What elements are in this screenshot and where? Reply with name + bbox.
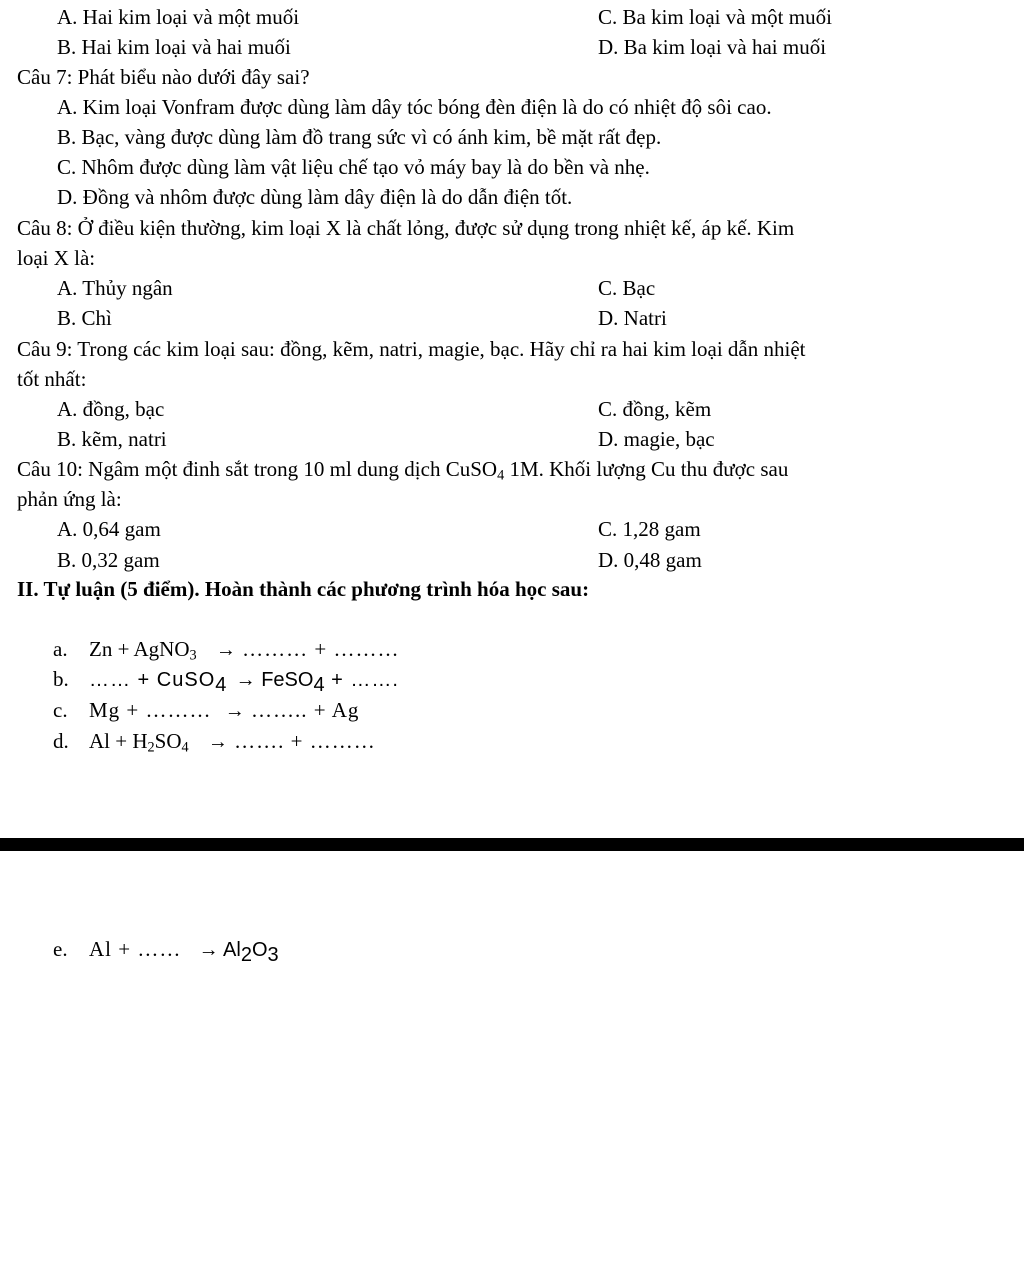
equation-a-sub: 3	[189, 647, 197, 664]
equation-c-reactants: Mg + ………	[89, 698, 212, 722]
equation-d-sub1: 2	[147, 739, 155, 756]
equation-a-products: ……… + ………	[235, 637, 400, 661]
equation-d	[53, 726, 376, 757]
equation-d-sub2: 4	[181, 739, 189, 756]
q9-option-b: B. kẽm, natri	[57, 427, 167, 451]
q10-stem-text: Câu 10: Ngâm một đinh sắt trong 10 ml dung dịch CuSO	[17, 457, 498, 481]
q8-option-a: A. Thủy ngân	[57, 276, 173, 300]
equation-b-sub2: 4	[313, 674, 325, 696]
equation-d-reactant1: Al + H	[89, 729, 148, 753]
q9-option-c: C. đồng, kẽm	[598, 397, 712, 421]
page-divider	[0, 838, 1024, 851]
equation-d-reactant2: SO	[154, 729, 182, 753]
q8-option-c: C. Bạc	[598, 276, 656, 300]
q10-stem-line2: phản ứng là:	[17, 487, 122, 511]
equation-e-reactants: Al + ……	[89, 937, 182, 961]
q9-stem-line2: tốt nhất:	[17, 367, 87, 391]
q9-option-d: D. magie, bạc	[598, 427, 715, 451]
q8-stem-line2: loại X là:	[17, 246, 96, 270]
equation-b	[53, 664, 399, 695]
q10-stem-text-end: 1M. Khối lượng Cu thu được sau	[504, 457, 789, 481]
q9-option-a: A. đồng, bạc	[57, 397, 165, 421]
q10-stem-subscript: 4	[497, 467, 505, 484]
q10-option-b: B. 0,32 gam	[57, 548, 160, 572]
arrow-icon: →	[224, 700, 245, 722]
equation-d-products: ……. + ………	[227, 729, 376, 753]
arrow-icon: →	[235, 669, 256, 691]
equation-a-reactants: Zn + AgNO	[89, 637, 190, 661]
q10-option-a: A. 0,64 gam	[57, 517, 161, 541]
equation-b-product1: FeSO	[255, 669, 314, 691]
q8-option-d: D. Natri	[598, 306, 667, 330]
equation-b-sub1: 4	[215, 674, 227, 696]
q9-stem-line1: Câu 9: Trong các kim loại sau: đồng, kẽm, natri, magie, bạc. Hãy chỉ ra hai kim loại dẫn nhiệt	[17, 337, 806, 361]
equation-d-label: d.	[53, 729, 69, 753]
equation-e	[53, 934, 279, 965]
equation-b-reactants: …… + CuSO	[89, 669, 216, 691]
equation-e-product-o: O	[251, 939, 268, 961]
q6-option-a: A. Hai kim loại và một muối	[57, 5, 300, 29]
equation-e-product: Al	[218, 939, 241, 961]
q8-stem-line1: Câu 8: Ở điều kiện thường, kim loại X là chất lỏng, được sử dụng trong nhiệt kế, áp kế. Kim	[17, 216, 795, 240]
q6-option-c: C. Ba kim loại và một muối	[598, 5, 832, 29]
equation-a	[53, 634, 400, 665]
q6-option-b: B. Hai kim loại và hai muối	[57, 35, 291, 59]
equation-b-label: b.	[53, 667, 69, 691]
equation-e-sub2: 3	[267, 944, 279, 966]
q7-stem: Câu 7: Phát biểu nào dưới đây sai?	[17, 65, 310, 89]
q10-option-d: D. 0,48 gam	[598, 548, 702, 572]
arrow-icon: →	[198, 939, 219, 961]
q7-option-b: B. Bạc, vàng được dùng làm đồ trang sức vì có ánh kim, bề mặt rất đẹp.	[57, 125, 662, 149]
equation-a-label: a.	[53, 637, 68, 661]
equation-e-sub1: 2	[240, 944, 252, 966]
part2-heading: II. Tự luận (5 điểm). Hoàn thành các phương trình hóa học sau:	[17, 577, 590, 601]
arrow-icon: →	[215, 639, 236, 661]
equation-e-label: e.	[53, 937, 68, 961]
equation-c-products: …….. + Ag	[244, 698, 360, 722]
q7-option-d: D. Đồng và nhôm được dùng làm dây điện là do dẫn điện tốt.	[57, 185, 573, 209]
arrow-icon: →	[207, 731, 228, 753]
q6-option-d: D. Ba kim loại và hai muối	[598, 35, 827, 59]
q10-option-c: C. 1,28 gam	[598, 517, 701, 541]
equation-b-product2: + …….	[324, 669, 399, 691]
q7-option-c: C. Nhôm được dùng làm vật liệu chế tạo vỏ máy bay là do bền và nhẹ.	[57, 155, 650, 179]
equation-c-label: c.	[53, 698, 68, 722]
q8-option-b: B. Chì	[57, 306, 112, 330]
equation-c	[53, 695, 359, 726]
q7-option-a: A. Kim loại Vonfram được dùng làm dây tóc bóng đèn điện là do có nhiệt độ sôi cao.	[57, 95, 772, 119]
q10-stem-line1	[17, 454, 788, 484]
